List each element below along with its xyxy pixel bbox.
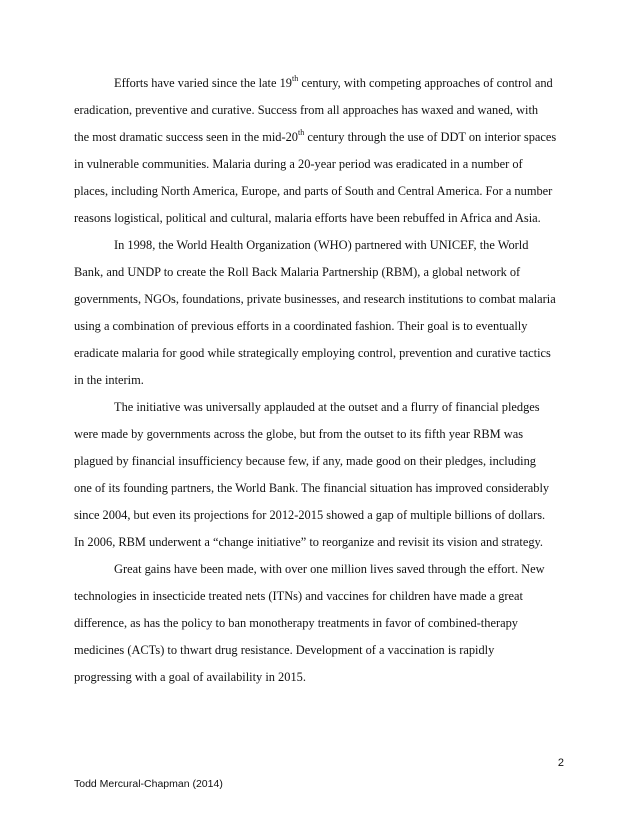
text-line (74, 70, 566, 97)
text-segment: the most dramatic success seen in the mid-20 (74, 130, 299, 144)
text-segment: century through the use of DDT on interior spaces (304, 130, 557, 144)
ordinal-superscript: th (292, 73, 299, 83)
document-body (74, 70, 566, 691)
text-segment: eradicate malaria for good while strategically employing control, prevention and curative tactics (74, 346, 551, 360)
text-segment: were made by governments across the globe, but from the outset to its fifth year RBM was (74, 427, 524, 441)
text-segment: plagued by financial insufficiency because few, if any, made good on their pledges, including (74, 454, 536, 468)
text-segment: reasons logistical, political and cultural, malaria efforts have been rebuffed in Africa and Asia. (74, 211, 541, 225)
text-line (74, 556, 566, 583)
text-line (74, 205, 566, 232)
paragraph (74, 394, 566, 556)
text-line (74, 313, 566, 340)
footer-author: Todd Mercural-Chapman (2014) (74, 778, 223, 790)
text-line (74, 421, 566, 448)
text-segment: progressing with a goal of availability in 2015. (74, 670, 306, 684)
text-line (74, 394, 566, 421)
text-line (74, 475, 566, 502)
page-number: 2 (557, 757, 564, 769)
text-line (74, 610, 566, 637)
text-segment: using a combination of previous efforts in a coordinated fashion. Their goal is to eventually (74, 319, 528, 333)
text-line (74, 367, 566, 394)
text-line (74, 232, 566, 259)
text-segment: since 2004, but even its projections for 2012-2015 showed a gap of multiple billions of dollars. (74, 508, 546, 522)
text-line (74, 151, 566, 178)
text-line (74, 340, 566, 367)
text-segment: governments, NGOs, foundations, private businesses, and research institutions to combat malaria (74, 292, 556, 306)
text-line (74, 97, 566, 124)
text-segment: one of its founding partners, the World Bank. The financial situation has improved considerably (74, 481, 550, 495)
text-line (74, 178, 566, 205)
text-segment: Bank, and UNDP to create the Roll Back Malaria Partnership (RBM), a global network of (74, 265, 521, 279)
text-segment: eradication, preventive and curative. Success from all approaches has waxed and waned, with (74, 103, 539, 117)
text-line (74, 637, 566, 664)
text-line (74, 286, 566, 313)
paragraph (74, 70, 566, 232)
paragraph (74, 232, 566, 394)
text-segment: century, with competing approaches of control and (298, 76, 553, 90)
text-line (74, 529, 566, 556)
text-line (74, 259, 566, 286)
ordinal-superscript: th (298, 127, 305, 137)
text-line (74, 664, 566, 691)
text-segment: In 2006, RBM underwent a “change initiative” to reorganize and revisit its vision and strategy. (74, 535, 543, 549)
text-line (74, 583, 566, 610)
text-segment: technologies in insecticide treated nets (ITNs) and vaccines for children have made a great (74, 589, 523, 603)
text-segment: places, including North America, Europe, and parts of South and Central America. For a number (74, 184, 553, 198)
text-segment: Efforts have varied since the late 19 (114, 76, 292, 90)
text-segment: In 1998, the World Health Organization (WHO) partnered with UNICEF, the World (114, 238, 529, 252)
text-segment: difference, as has the policy to ban monotherapy treatments in favor of combined-therapy (74, 616, 518, 630)
text-segment: in the interim. (74, 373, 144, 387)
text-segment: The initiative was universally applauded at the outset and a flurry of financial pledges (114, 400, 540, 414)
paragraph (74, 556, 566, 691)
text-line (74, 124, 566, 151)
text-segment: medicines (ACTs) to thwart drug resistance. Development of a vaccination is rapidly (74, 643, 495, 657)
text-segment: Great gains have been made, with over one million lives saved through the effort. New (114, 562, 545, 576)
text-segment: in vulnerable communities. Malaria during a 20-year period was eradicated in a number of (74, 157, 523, 171)
text-line (74, 448, 566, 475)
text-line (74, 502, 566, 529)
